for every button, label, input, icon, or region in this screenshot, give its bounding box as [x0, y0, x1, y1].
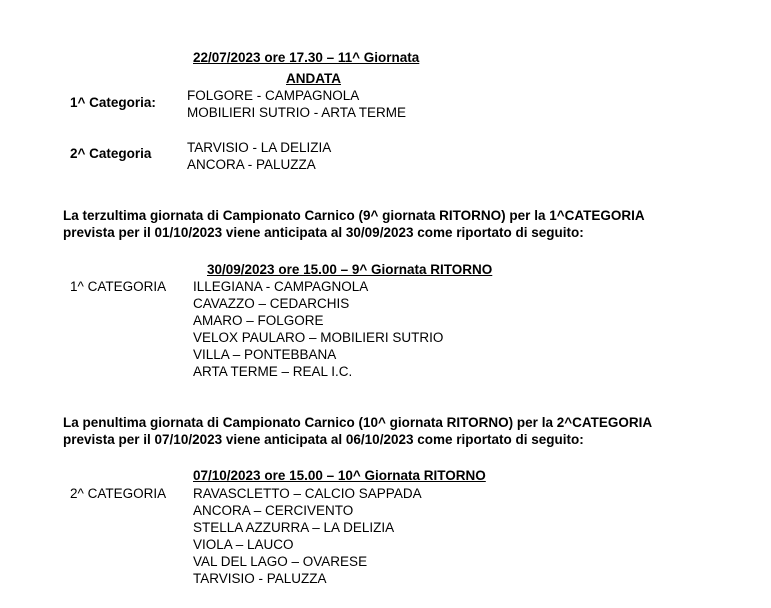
section3-matches	[193, 485, 422, 587]
notice-line: La terzultima giornata di Campionato Carnico (9^ giornata RITORNO) per la 1^CATEGORIA	[63, 208, 645, 223]
notice2-paragraph	[63, 415, 652, 448]
notice-line: prevista per il 07/10/2023 viene anticipata al 06/10/2023 come riportato di seguito:	[63, 431, 584, 447]
section2-matches	[193, 278, 443, 380]
match-item: ANCORA – CERCIVENTO	[193, 503, 354, 518]
match-item: ILLEGIANA - CAMPAGNOLA	[193, 279, 369, 294]
notice-line: La penultima giornata di Campionato Carnico (10^ giornata RITORNO) per la 2^CATEGORIA	[63, 415, 653, 430]
match-item: ANCORA - PALUZZA	[187, 157, 316, 172]
match-item: VIOLA – LAUCO	[193, 537, 294, 552]
section1-header: 22/07/2023 ore 17.30 – 11^ Giornata	[193, 50, 420, 65]
section1-subheader: ANDATA	[286, 71, 341, 86]
match-item: MOBILIERI SUTRIO - ARTA TERME	[187, 105, 407, 120]
match-item: TARVISIO - PALUZZA	[193, 571, 327, 586]
section1-cat2-label: 2^ Categoria	[70, 146, 152, 161]
section1-cat1-label: 1^ Categoria:	[70, 95, 156, 110]
notice1-paragraph	[63, 208, 645, 241]
section3-header: 07/10/2023 ore 15.00 – 10^ Giornata RITORNO	[193, 468, 486, 483]
match-item: ARTA TERME – REAL I.C.	[193, 364, 353, 379]
notice-line: prevista per il 01/10/2023 viene anticipata al 30/09/2023 come riportato di seguito:	[63, 224, 584, 240]
match-item: FOLGORE - CAMPAGNOLA	[187, 88, 360, 103]
section3-label: 2^ CATEGORIA	[70, 486, 167, 501]
match-item: RAVASCLETTO – CALCIO SAPPADA	[193, 486, 422, 501]
section2-header: 30/09/2023 ore 15.00 – 9^ Giornata RITORNO	[207, 262, 493, 277]
match-item: AMARO – FOLGORE	[193, 313, 324, 328]
section1-cat1-matches	[187, 87, 406, 121]
match-item: VAL DEL LAGO – OVARESE	[193, 554, 368, 569]
match-item: VELOX PAULARO – MOBILIERI SUTRIO	[193, 330, 444, 345]
section2-label: 1^ CATEGORIA	[70, 279, 167, 294]
match-item: STELLA AZZURRA – LA DELIZIA	[193, 520, 395, 535]
match-item: CAVAZZO – CEDARCHIS	[193, 296, 350, 311]
match-item: VILLA – PONTEBBANA	[193, 347, 337, 362]
section1-cat2-matches	[187, 139, 331, 173]
match-item: TARVISIO - LA DELIZIA	[187, 140, 332, 155]
